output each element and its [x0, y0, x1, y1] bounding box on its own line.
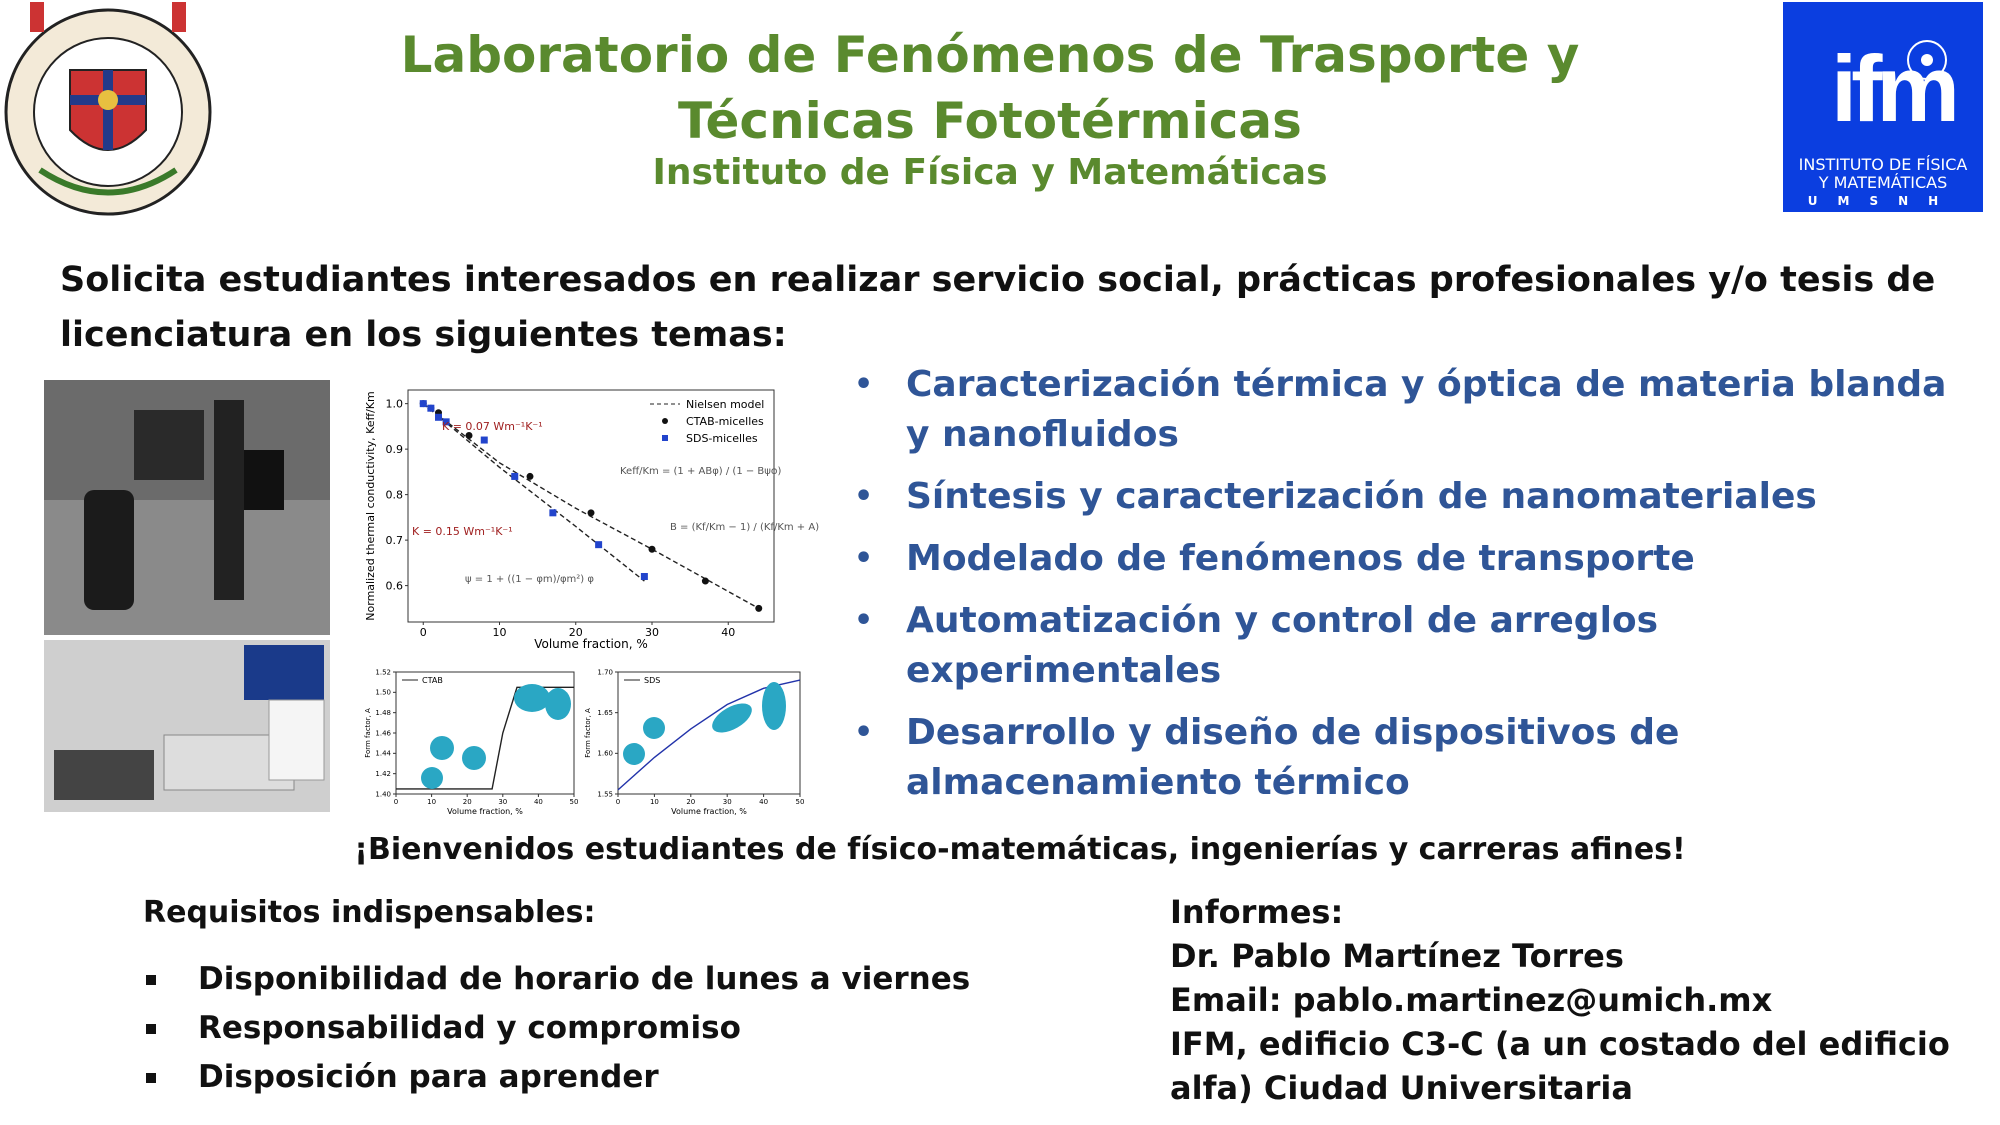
y-tick-label: 0.7 — [385, 533, 403, 547]
annotation-k-sds: K = 0.15 Wm⁻¹K⁻¹ — [412, 525, 513, 538]
x-tick-label: 10 — [427, 798, 437, 806]
university-seal — [0, 0, 215, 225]
page-title: Laboratorio de Fenómenos de Trasporte y Técnicas Fototérmicas — [400, 26, 1580, 150]
welcome-message: ¡Bienvenidos estudiantes de físico-matemáticas, ingenierías y carreras afines! — [354, 832, 1686, 867]
sds-data-point — [595, 541, 602, 548]
y-tick-label: 1.40 — [375, 790, 391, 799]
thermal-conductivity-plot — [360, 382, 820, 652]
x-tick-label: 20 — [686, 798, 696, 806]
contact-email[interactable]: Email: pablo.martinez@umich.mx — [1170, 981, 1773, 1019]
form-factor-sds-chart — [582, 668, 804, 816]
contact-heading: Informes: — [1170, 893, 1344, 931]
topics-list — [850, 360, 1980, 820]
sds-data-point — [435, 414, 442, 421]
ctab-legend: CTAB — [422, 676, 443, 685]
y-tick-label: 1.42 — [375, 770, 391, 778]
annotation-b-eq: B = (Kf/Km − 1) / (Kf/Km + A) — [670, 522, 820, 533]
ctab-y-label: Form factor, A — [364, 708, 372, 758]
y-tick-label: 1.60 — [597, 749, 613, 758]
x-tick-label: 30 — [722, 798, 732, 806]
y-tick-label: 1.52 — [375, 668, 391, 677]
form-factor-sds-plot — [582, 668, 804, 816]
ctab-x-label: Volume fraction, % — [447, 807, 523, 816]
x-tick-label: 10 — [492, 626, 507, 639]
x-tick-label: 20 — [568, 626, 583, 639]
form-factor-ctab-plot — [362, 668, 578, 816]
sds-data-point — [549, 509, 556, 516]
thermal-conductivity-chart — [360, 382, 820, 652]
ctab-data-point — [755, 605, 762, 612]
y-tick-label: 0.6 — [385, 579, 403, 593]
page-subtitle: Instituto de Física y Matemáticas — [652, 152, 1328, 193]
requirements-list — [143, 955, 970, 1102]
logo-line-1: INSTITUTO DE FÍSICA — [1798, 155, 1968, 174]
ctab-data-point — [702, 578, 709, 585]
contact-address-1: IFM, edificio C3-C (a un costado del edificio — [1170, 1025, 1950, 1063]
topic-item: • Síntesis y caracterización de nanomateriales — [850, 472, 1980, 522]
contact-address-2: alfa) Ciudad Universitaria — [1170, 1069, 1633, 1107]
x-tick-label: 40 — [533, 798, 543, 806]
x-tick-label: 50 — [569, 798, 579, 806]
contact-info — [1170, 890, 1970, 1110]
sds-data-point — [427, 405, 434, 412]
annotation-k-ctab: K = 0.07 Wm⁻¹K⁻¹ — [442, 420, 543, 433]
y-tick-label: 1.70 — [597, 668, 613, 677]
sds-y-label: Form factor, A — [584, 708, 592, 758]
y-tick-label: 1.46 — [375, 729, 391, 738]
y-tick-label: 1.50 — [375, 688, 391, 697]
annotation-nielsen-eq: Keff/Km = (1 + ABφ) / (1 − Bψφ) — [620, 466, 782, 477]
topic-item: • Desarrollo y diseño de dispositivos de almacenamiento térmico — [850, 708, 1980, 808]
topic-item: • Automatización y control de arreglos experimentales — [850, 596, 1980, 696]
x-tick-label: 30 — [645, 626, 659, 639]
form-factor-ctab-chart — [362, 668, 578, 816]
logo-line-3: UMSNH — [1807, 194, 1959, 208]
y-tick-label: 1.0 — [385, 397, 403, 411]
x-tick-label: 40 — [721, 626, 736, 639]
ctab-data-point — [588, 509, 595, 516]
sds-data-point — [420, 400, 427, 407]
micelle-cylinders — [623, 682, 786, 765]
x-tick-label: 40 — [759, 798, 769, 806]
ctab-data-point — [466, 432, 473, 439]
legend-sds: SDS-micelles — [686, 432, 758, 445]
ctab-data-point — [649, 546, 656, 553]
y-tick-label: 1.48 — [375, 709, 391, 717]
x-tick-label: 0 — [419, 626, 427, 639]
topic-item: • Caracterización térmica y óptica de materia blanda y nanofluidos — [850, 360, 1980, 460]
lab-photo-instruments — [44, 640, 330, 812]
x-tick-label: 30 — [498, 798, 508, 806]
requirements-heading: Requisitos indispensables: — [143, 895, 596, 930]
y-tick-label: 1.55 — [597, 790, 613, 799]
requirement-item: Disposición para aprender — [143, 1053, 970, 1102]
intro-text: Solicita estudiantes interesados en realizar servicio social, prácticas profesionales y/o tesis de licenciatura en los siguientes temas: — [60, 260, 1936, 355]
ctab-data-point — [527, 473, 534, 480]
lab-photo-optics — [44, 380, 330, 635]
sds-x-label: Volume fraction, % — [671, 807, 747, 816]
sds-data-point — [481, 437, 488, 444]
micelle-spheres — [421, 684, 571, 789]
sds-legend: SDS — [644, 676, 661, 685]
sds-data-point — [511, 473, 518, 480]
requirement-item: Disponibilidad de horario de lunes a viernes — [143, 955, 970, 1004]
contact-name: Dr. Pablo Martínez Torres — [1170, 937, 1624, 975]
logo-line-2: Y MATEMÁTICAS — [1818, 173, 1948, 192]
sds-data-point — [641, 573, 648, 580]
logo-mark: ifm — [1831, 36, 1954, 141]
legend-nielsen: Nielsen model — [686, 398, 765, 411]
y-tick-label: 0.8 — [385, 488, 403, 502]
y-tick-label: 1.44 — [375, 749, 391, 758]
x-tick-label: 0 — [393, 798, 399, 806]
x-tick-label: 0 — [615, 798, 621, 806]
y-tick-label: 0.9 — [385, 442, 403, 456]
requirement-item: Responsabilidad y compromiso — [143, 1004, 970, 1053]
topic-item: • Modelado de fenómenos de transporte — [850, 534, 1980, 584]
x-axis-label: Volume fraction, % — [534, 637, 648, 651]
annotation-psi-eq: ψ = 1 + ((1 − φm)/φm²) φ — [465, 574, 594, 585]
x-tick-label: 50 — [795, 798, 805, 806]
legend-ctab: CTAB-micelles — [686, 415, 764, 428]
ifm-logo — [1783, 2, 1983, 212]
y-tick-label: 1.65 — [597, 709, 613, 717]
y-axis-label: Normalized thermal conductivity, Keff/Km — [364, 391, 377, 621]
x-tick-label: 10 — [649, 798, 659, 806]
x-tick-label: 20 — [462, 798, 472, 806]
